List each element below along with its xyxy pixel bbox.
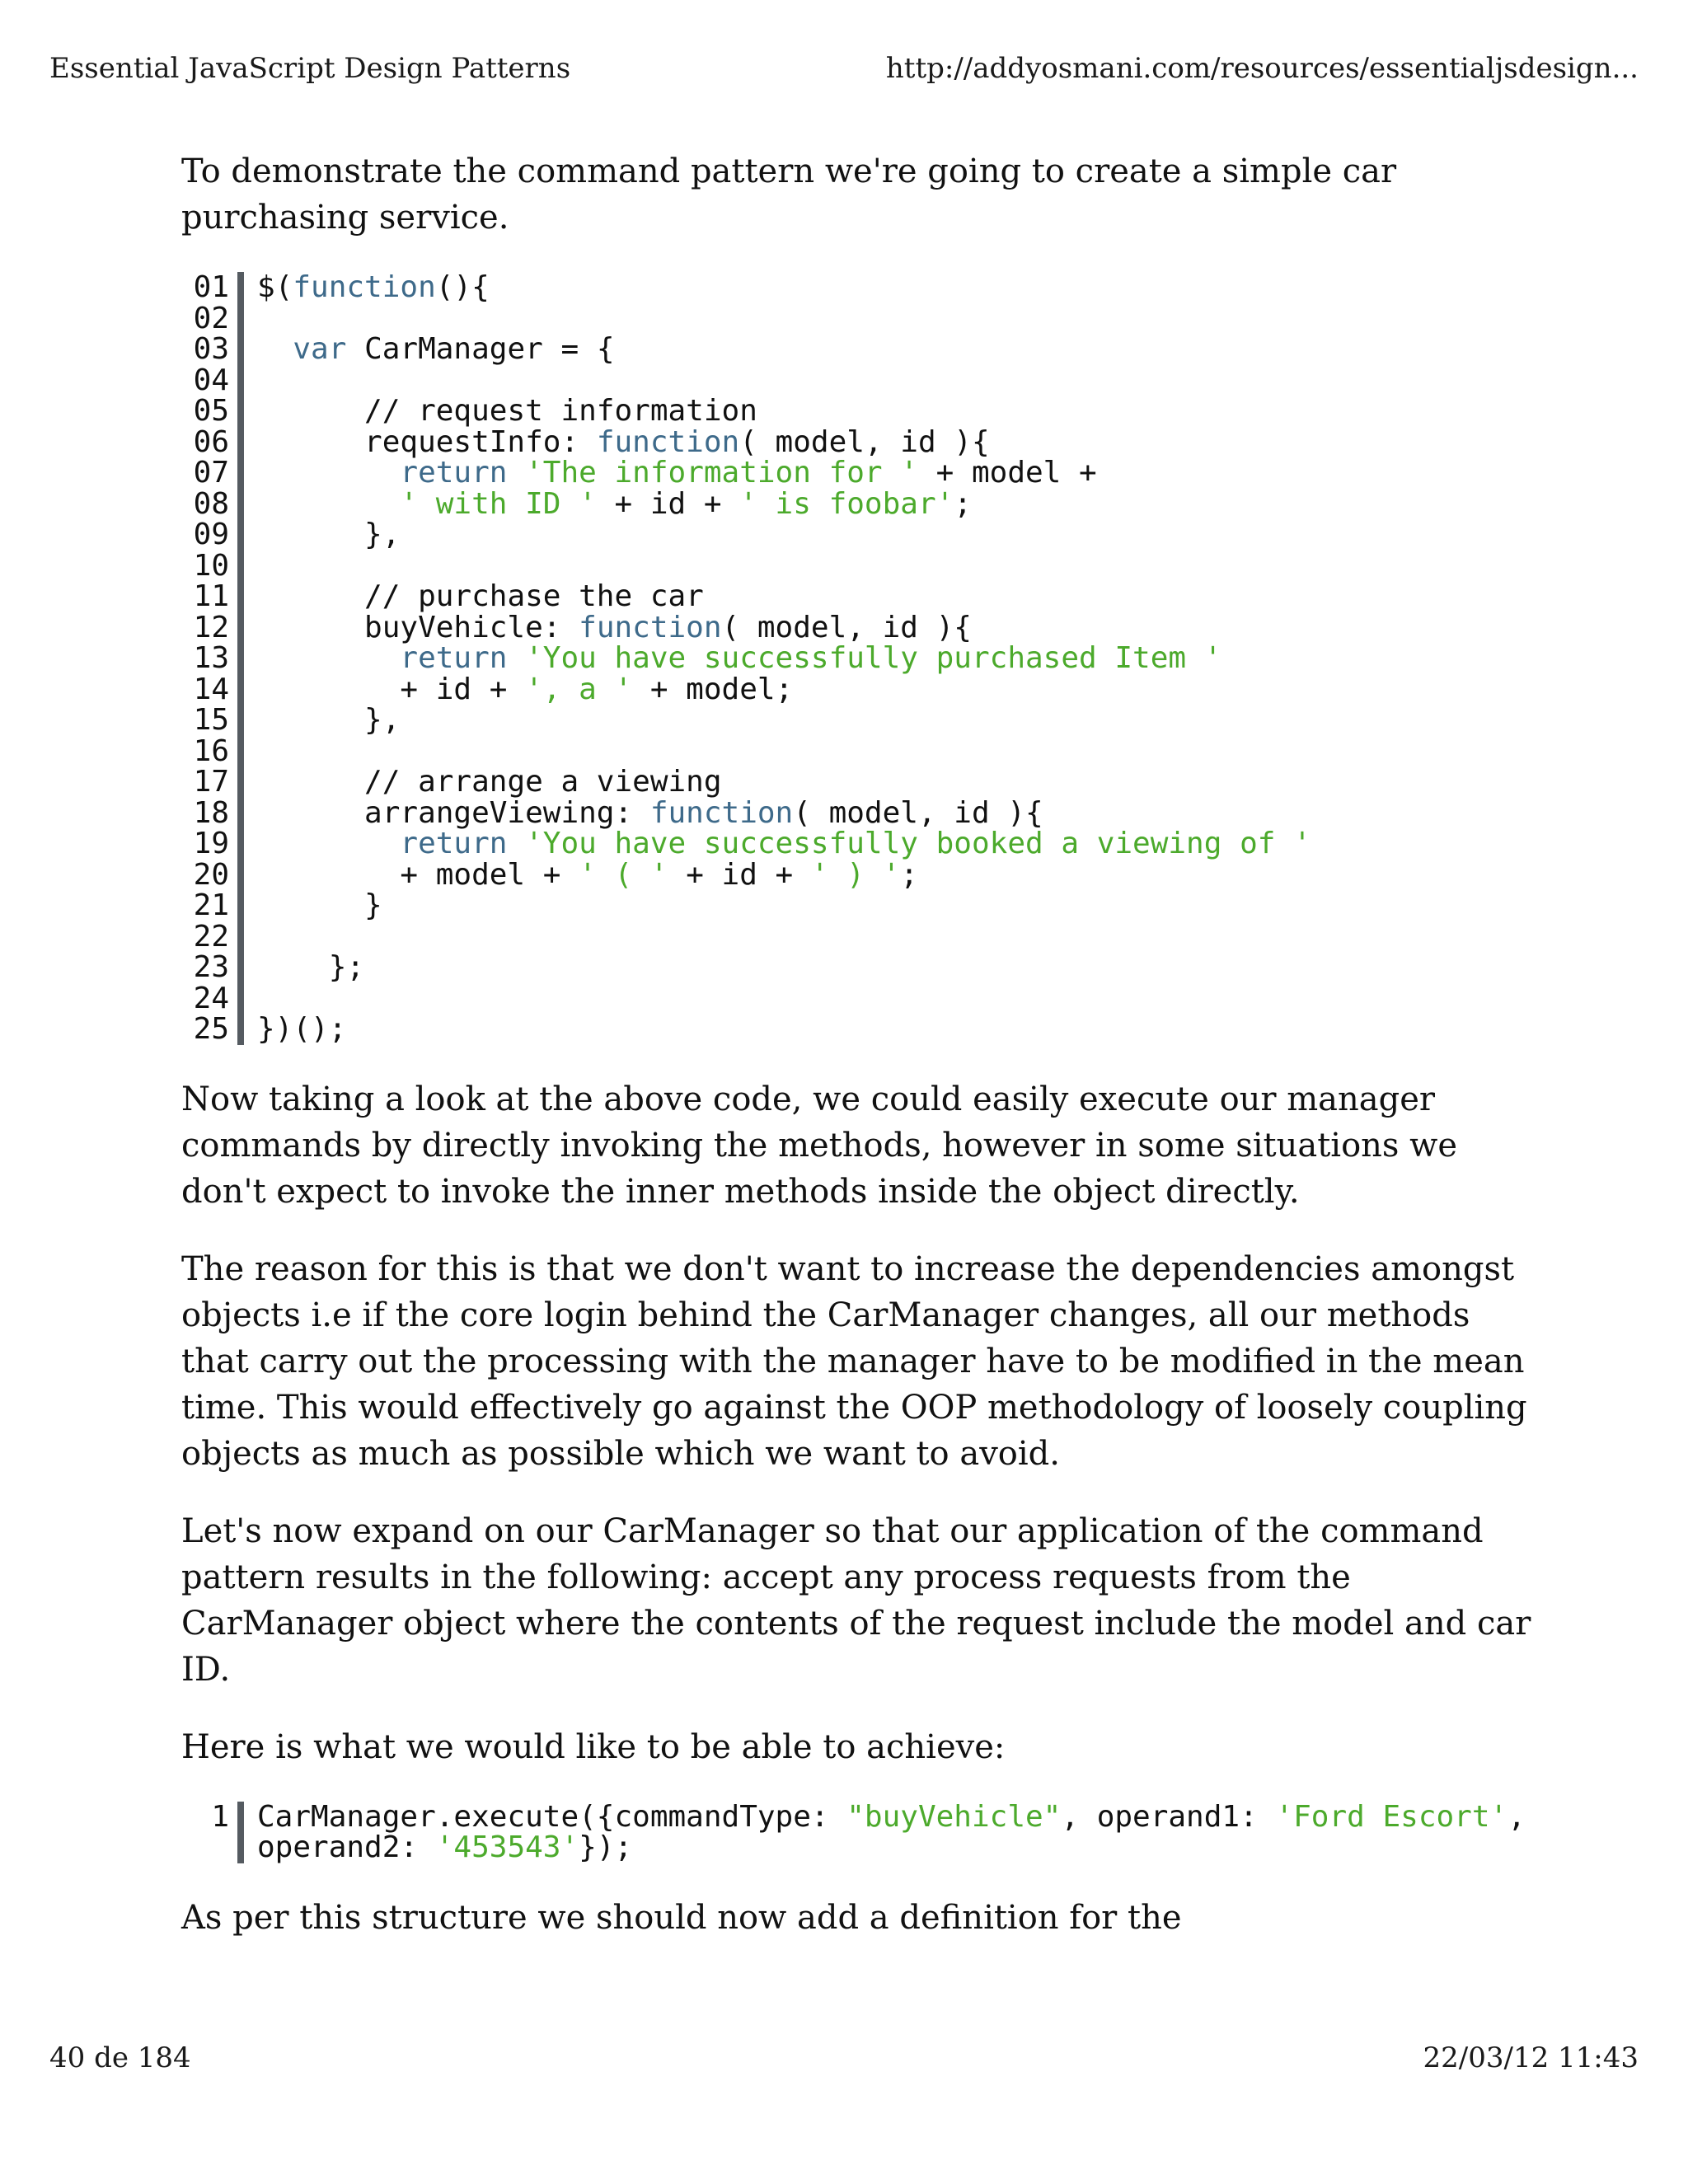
code-line xyxy=(181,795,1533,830)
gutter-bar xyxy=(237,766,244,798)
line-number: 10 xyxy=(193,548,229,583)
code-token: function xyxy=(579,610,722,644)
code-token: + id + xyxy=(668,857,811,892)
line-number: 23 xyxy=(193,950,229,984)
code-token: ' ) ' xyxy=(810,857,901,892)
code-text xyxy=(257,272,490,303)
code-token xyxy=(257,487,400,521)
code-token: + model + xyxy=(917,456,1097,490)
line-number: 19 xyxy=(193,827,229,860)
code-token: // purchase the car xyxy=(364,579,704,613)
header-url[interactable]: http://addyosmani.com/resources/essentialjsdesign... xyxy=(885,52,1639,85)
gutter-bar xyxy=(237,365,244,396)
paragraph-dependencies: The reason for this is that we don't want to increase the dependencies amongst objects i.e if the core login behind the CarManager changes, all our methods that carry out the processing with the manager have to be modified in the mean time. This would effectively go against the OOP methodology of loosely coupling objects as much as possible which we want to avoid. xyxy=(181,1249,1527,1473)
code-token: , operand1: xyxy=(1061,1799,1276,1834)
gutter-bar xyxy=(237,272,244,303)
code-token xyxy=(257,456,400,490)
code-line xyxy=(181,612,1533,644)
code-token: function xyxy=(596,424,740,459)
code-line xyxy=(181,396,1533,427)
gutter-bar xyxy=(237,921,244,953)
code-token: ', a ' xyxy=(525,672,633,706)
code-token: buyVehicle: xyxy=(257,610,579,644)
code-line xyxy=(181,334,1533,365)
line-number: 15 xyxy=(193,703,229,737)
code-line xyxy=(181,705,1533,736)
gutter-bar xyxy=(237,457,244,489)
code-text xyxy=(257,828,1311,860)
code-token: $( xyxy=(257,270,293,304)
code-token: function xyxy=(649,795,794,830)
line-number: 02 xyxy=(193,301,229,335)
line-number: 22 xyxy=(193,919,229,954)
paragraph-intro: To demonstrate the command pattern we're going to create a simple car purchasing service. xyxy=(181,152,1397,237)
code-token: 'The information for ' xyxy=(525,456,918,490)
code-token xyxy=(507,456,525,490)
code-token xyxy=(257,332,293,366)
code-token: + model; xyxy=(632,672,794,706)
line-number: 14 xyxy=(193,672,229,706)
code-text xyxy=(257,365,275,396)
code-token: }); xyxy=(579,1830,633,1864)
code-token: ' ( ' xyxy=(579,857,668,892)
code-block-execute xyxy=(181,1799,1544,1864)
line-number: 11 xyxy=(193,579,229,613)
code-token: ' with ID ' xyxy=(400,486,597,521)
gutter-bar xyxy=(237,1014,244,1045)
gutter-bar xyxy=(237,612,244,644)
code-token: '453543' xyxy=(435,1830,579,1864)
line-number: 06 xyxy=(193,424,229,459)
line-number: 12 xyxy=(193,610,229,644)
line-number: 20 xyxy=(193,857,229,892)
code-token: return xyxy=(400,641,508,675)
code-text xyxy=(257,736,275,767)
code-text xyxy=(257,424,990,459)
code-text xyxy=(257,519,400,551)
line-number: 21 xyxy=(193,888,229,922)
code-text xyxy=(257,795,1043,830)
code-line xyxy=(181,303,1533,335)
header-title: Essential JavaScript Design Patterns xyxy=(49,52,571,85)
gutter-bar xyxy=(237,890,244,921)
line-number: 25 xyxy=(193,1012,229,1046)
code-text xyxy=(257,486,972,521)
line-number: 07 xyxy=(193,456,229,490)
gutter-bar xyxy=(237,828,244,860)
gutter-bar xyxy=(237,427,244,458)
code-token: function xyxy=(293,270,436,304)
code-text xyxy=(257,551,275,582)
print-datetime: 22/03/12 11:43 xyxy=(1423,2041,1639,2074)
gutter-bar xyxy=(237,983,244,1015)
line-number: 08 xyxy=(193,486,229,521)
code-line xyxy=(181,581,1533,612)
gutter-bar xyxy=(237,489,244,520)
line-number: 13 xyxy=(193,641,229,675)
line-number: 16 xyxy=(193,733,229,768)
gutter-bar xyxy=(237,674,244,705)
paragraph-achieve: Here is what we would like to be able to achieve: xyxy=(181,1727,1006,1766)
code-token: }; xyxy=(257,950,365,984)
code-token: ; xyxy=(900,857,918,892)
code-token: }, xyxy=(257,703,401,737)
code-text xyxy=(257,643,1221,674)
code-token: }, xyxy=(257,518,401,551)
code-token: CarManager = { xyxy=(346,332,615,366)
gutter-bar xyxy=(237,581,244,612)
code-line xyxy=(181,828,1533,860)
code-text xyxy=(257,581,704,612)
code-token: "buyVehicle" xyxy=(846,1799,1062,1834)
code-text xyxy=(257,396,757,427)
code-line xyxy=(181,857,1533,892)
code-block-carmanager xyxy=(181,272,1533,1045)
code-token: // request information xyxy=(364,394,757,428)
code-token: requestInfo: xyxy=(257,424,597,459)
code-token: ( model, id ){ xyxy=(721,610,972,644)
line-number: 04 xyxy=(193,363,229,397)
line-number: 24 xyxy=(193,981,229,1015)
code-token: CarManager.execute({commandType: xyxy=(257,1799,847,1834)
line-number: 05 xyxy=(193,394,229,428)
code-token xyxy=(257,394,364,428)
code-text xyxy=(257,303,275,335)
code-token xyxy=(257,579,364,613)
code-token: + id + xyxy=(596,486,740,521)
code-line xyxy=(181,674,1533,705)
code-token: + id + xyxy=(257,672,526,706)
line-number: 1 xyxy=(211,1799,229,1834)
code-line xyxy=(181,365,1533,396)
line-number: 01 xyxy=(193,270,229,304)
paragraph-explanation: Now taking a look at the above code, we could easily execute our manager commands by directly invoking the methods, however in some situations we don't expect to invoke the inner methods inside the object directly. xyxy=(181,1080,1458,1211)
line-number: 17 xyxy=(193,765,229,799)
code-text xyxy=(257,1799,1544,1864)
gutter-bar xyxy=(237,519,244,551)
gutter-bar xyxy=(237,643,244,674)
line-number: 03 xyxy=(193,332,229,366)
code-token: // arrange a viewing xyxy=(364,765,722,799)
line-number: 18 xyxy=(193,795,229,830)
code-token: return xyxy=(400,827,508,860)
code-token xyxy=(257,765,364,799)
code-token xyxy=(507,827,525,860)
code-line xyxy=(181,952,1533,983)
code-text xyxy=(257,457,1097,489)
code-line xyxy=(181,890,1533,921)
code-line xyxy=(181,457,1533,489)
code-line xyxy=(181,733,1533,768)
page-content xyxy=(181,148,1544,1972)
code-token: return xyxy=(400,456,508,490)
page-number: 40 de 184 xyxy=(49,2041,191,2074)
code-token: var xyxy=(293,332,347,366)
code-line xyxy=(181,424,1533,459)
code-line xyxy=(181,519,1533,551)
code-line xyxy=(181,1014,1533,1045)
gutter-bar xyxy=(237,860,244,891)
code-token: ; xyxy=(954,486,972,521)
code-token: ( model, id ){ xyxy=(739,424,990,459)
code-text xyxy=(257,674,793,705)
code-text xyxy=(257,983,275,1015)
gutter-bar xyxy=(237,1802,244,1863)
code-line xyxy=(181,921,1533,953)
code-line xyxy=(181,983,1533,1015)
code-line xyxy=(181,548,1533,583)
code-token: 'You have successfully booked a viewing of ' xyxy=(525,827,1311,860)
code-token xyxy=(257,641,400,675)
code-token: arrangeViewing: xyxy=(257,795,650,830)
gutter-bar xyxy=(237,798,244,829)
code-text xyxy=(257,921,275,953)
gutter-bar xyxy=(237,334,244,365)
code-token: (){ xyxy=(435,270,490,304)
code-token xyxy=(507,641,525,675)
code-text xyxy=(257,766,722,798)
gutter-bar xyxy=(237,396,244,427)
code-text xyxy=(257,334,615,365)
code-line xyxy=(181,1799,1544,1864)
code-text xyxy=(257,890,382,921)
code-token: ' is foobar' xyxy=(739,486,954,521)
code-text xyxy=(257,1014,346,1045)
code-text xyxy=(257,705,400,736)
gutter-bar xyxy=(237,705,244,736)
code-token: })(); xyxy=(257,1012,347,1046)
code-line xyxy=(181,766,1533,798)
code-text xyxy=(257,952,364,983)
gutter-bar xyxy=(237,303,244,335)
paragraph-structure: As per this structure we should now add a definition for the xyxy=(181,1898,1182,1937)
code-token: 'You have successfully purchased Item ' xyxy=(525,641,1222,675)
code-token: + model + xyxy=(257,857,579,892)
code-token xyxy=(257,827,400,860)
gutter-bar xyxy=(237,952,244,983)
code-token: , operand2: xyxy=(257,1799,1544,1864)
code-text xyxy=(257,857,918,892)
code-line xyxy=(181,272,1533,303)
code-line xyxy=(181,643,1533,674)
code-token: } xyxy=(257,888,382,922)
code-token: ( model, id ){ xyxy=(793,795,1043,830)
gutter-bar xyxy=(237,736,244,767)
paragraph-expand: Let's now expand on our CarManager so that our application of the command pattern results in the following: accept any process requests from the CarManager object where the contents of the request include the model and car ID. xyxy=(181,1511,1531,1689)
line-number: 09 xyxy=(193,518,229,551)
code-text xyxy=(257,612,972,644)
gutter-bar xyxy=(237,551,244,582)
code-line xyxy=(181,486,1533,521)
code-token: 'Ford Escort' xyxy=(1275,1799,1508,1834)
